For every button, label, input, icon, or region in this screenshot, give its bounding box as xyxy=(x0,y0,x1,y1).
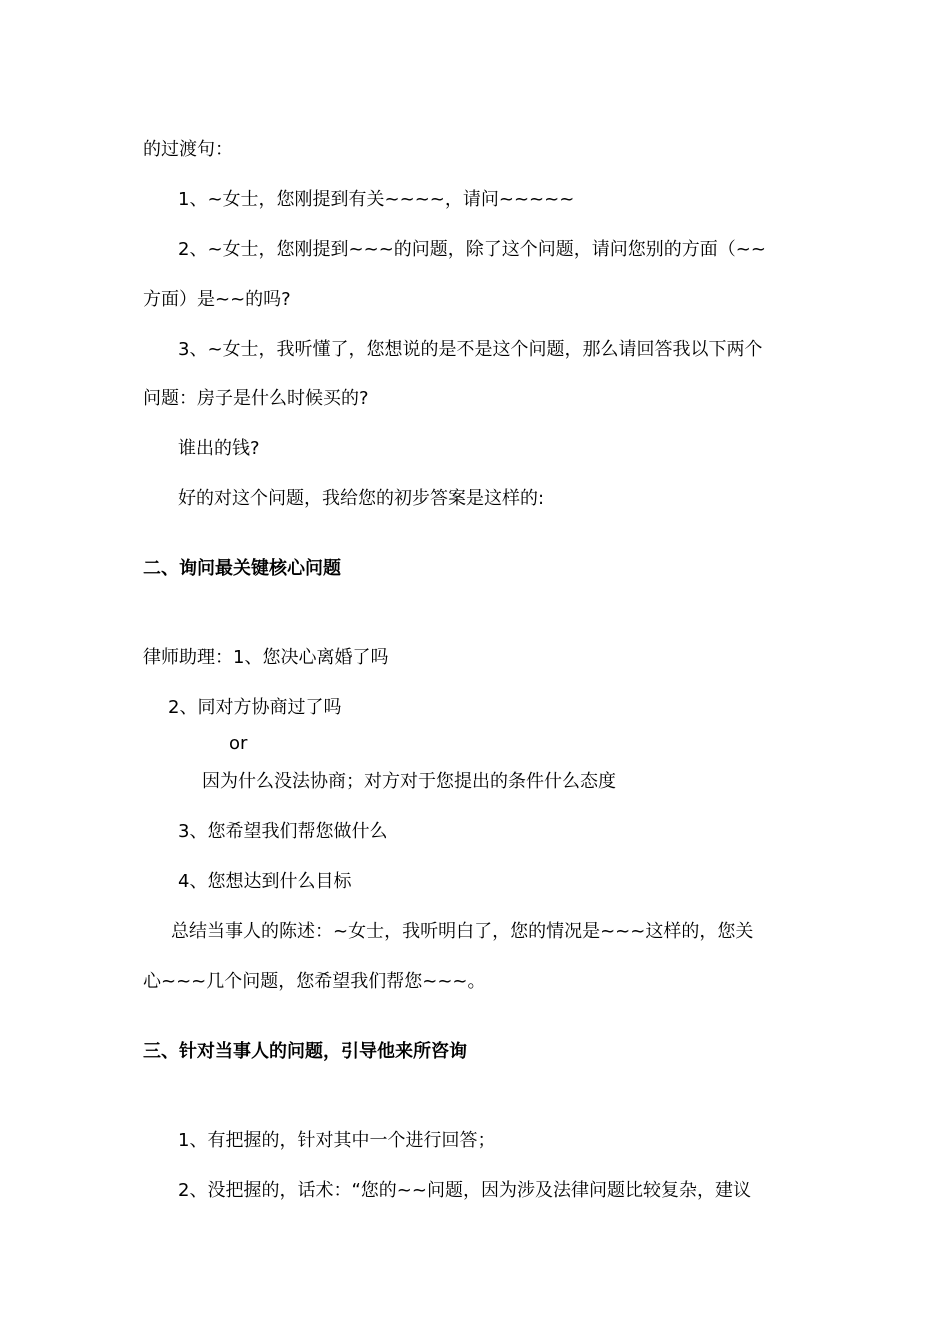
paragraph-line: 2、同对方协商过了吗 xyxy=(168,697,342,718)
paragraph-line: 方面）是~~的吗? xyxy=(143,289,291,310)
paragraph-line: 好的对这个问题，我给您的初步答案是这样的: xyxy=(178,488,545,509)
paragraph-line: 律师助理：1、您决心离婚了吗 xyxy=(143,647,389,668)
paragraph-line: 2、没把握的，话术：“您的~~问题，因为涉及法律问题比较复杂，建议 xyxy=(178,1180,751,1201)
paragraph-line: or xyxy=(229,733,248,754)
paragraph-line: 因为什么没法协商；对方对于您提出的条件什么态度 xyxy=(202,771,616,792)
paragraph-line: 的过渡句： xyxy=(143,139,233,160)
paragraph-line: 2、~女士，您刚提到~~~的问题，除了这个问题，请问您别的方面（~~ xyxy=(178,239,766,260)
section-heading: 二、询问最关键核心问题 xyxy=(143,558,341,579)
paragraph-line: 问题：房子是什么时候买的? xyxy=(143,388,369,409)
paragraph-line: 心~~~几个问题，您希望我们帮您~~~。 xyxy=(143,971,486,992)
paragraph-line: 4、您想达到什么目标 xyxy=(178,871,352,892)
paragraph-line: 1、~女士，您刚提到有关~~~~，请问~~~~~ xyxy=(178,189,575,210)
section-heading: 三、针对当事人的问题，引导他来所咨询 xyxy=(143,1041,467,1062)
paragraph-line: 总结当事人的陈述：~女士，我听明白了，您的情况是~~~这样的，您关 xyxy=(171,921,754,942)
paragraph-line: 谁出的钱? xyxy=(178,438,260,459)
paragraph-line: 1、有把握的，针对其中一个进行回答； xyxy=(178,1130,496,1151)
paragraph-line: 3、~女士，我听懂了，您想说的是不是这个问题，那么请回答我以下两个 xyxy=(178,339,763,360)
paragraph-line: 3、您希望我们帮您做什么 xyxy=(178,821,388,842)
